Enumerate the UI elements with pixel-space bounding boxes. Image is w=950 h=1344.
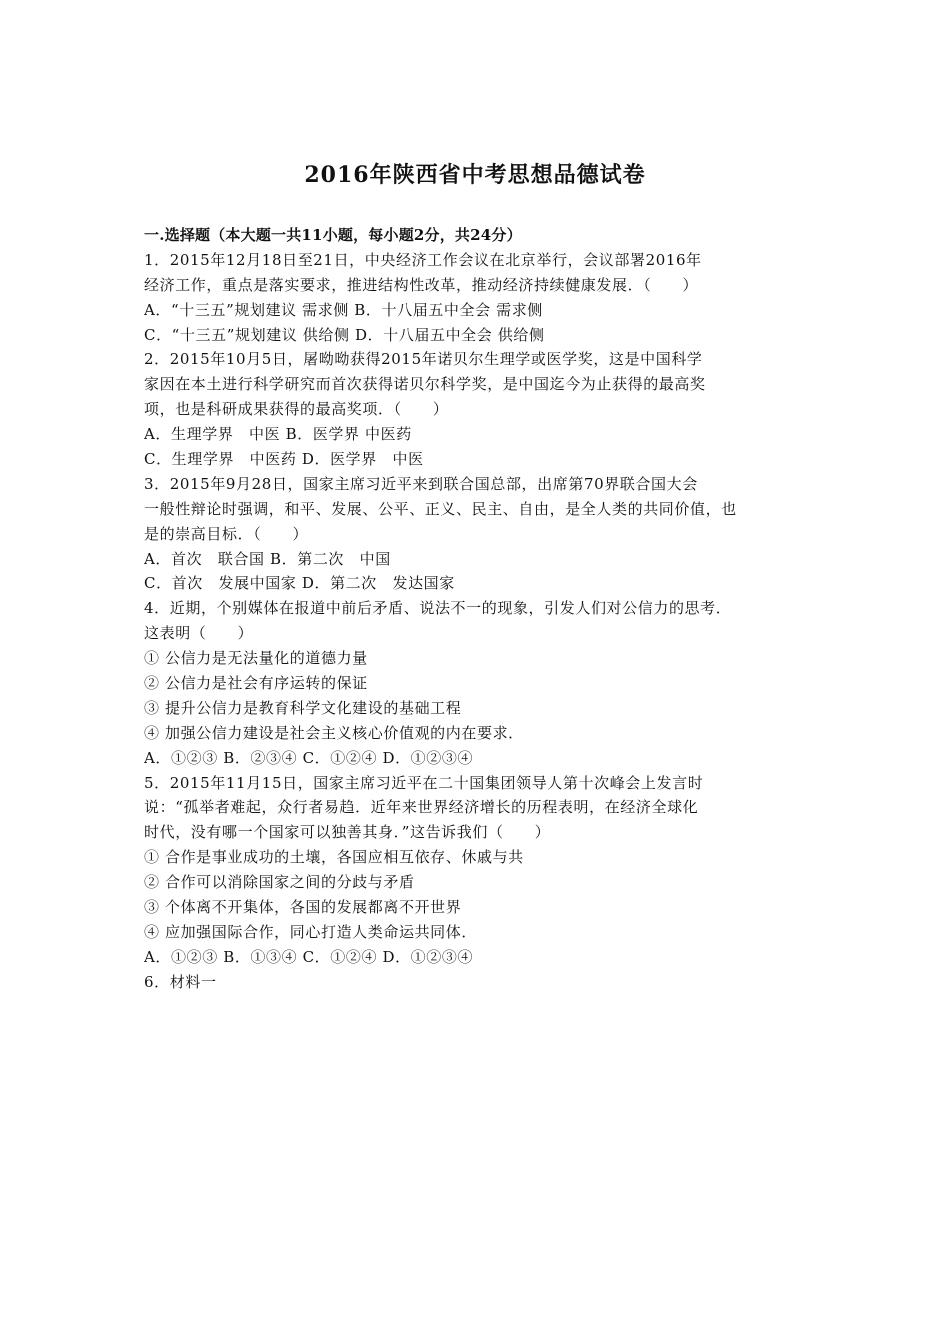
page-title: 2016年陕西省中考思想品德试卷 <box>304 162 646 188</box>
question-4-options: A．①②③ B．②③④ C．①②④ D．①②③④ <box>144 748 474 767</box>
question-4-text: 4．近期，个别媒体在报道中前后矛盾、说法不一的现象，引发人们对公信力的思考． <box>144 599 732 618</box>
question-3-text: 一般性辩论时强调，和平、发展、公平、正义、民主、自由，是全人类的共同价值，也 <box>144 499 737 518</box>
question-5-statement: ② 合作可以消除国家之间的分歧与矛盾 <box>144 873 415 892</box>
question-4-statement: ④ 加强公信力建设是社会主义核心价值观的内在要求． <box>144 723 524 742</box>
question-4-statement: ② 公信力是社会有序运转的保证 <box>144 674 368 693</box>
question-1-text: 1．2015年12月18日至21日，中央经济工作会议在北京举行，会议部署2016年 <box>144 250 702 269</box>
question-3-options: C．首次 发展中国家 D．第二次 发达国家 <box>144 574 455 593</box>
question-1-options: C．“十三五”规划建议 供给侧 D．十八届五中全会 供给侧 <box>144 325 545 344</box>
question-2-text: 家因在本土进行科学研究而首次获得诺贝尔科学奖，是中国迄今为止获得的最高奖 <box>144 375 706 394</box>
question-5-statement: ③ 个体离不开集体，各国的发展都离不开世界 <box>144 898 462 917</box>
question-1-text: 经济工作，重点是落实要求，推进结构性改革，推动经济持续健康发展．（ ） <box>144 275 699 294</box>
question-2-options: C．生理学界 中医药 D．医学界 中医 <box>144 450 424 469</box>
question-2-text: 2．2015年10月5日，屠呦呦获得2015年诺贝尔生理学或医学奖，这是中国科学 <box>144 350 703 369</box>
question-5-options: A．①②③ B．①③④ C．①②④ D．①②③④ <box>144 947 474 966</box>
question-2-options: A．生理学界 中医 B．医学界 中医药 <box>144 425 412 444</box>
section-heading: 一.选择题（本大题一共11小题，每小题2分，共24分） <box>144 226 522 244</box>
question-4-statement: ① 公信力是无法量化的道德力量 <box>144 649 368 668</box>
question-5-text: 5．2015年11月15日，国家主席习近平在二十国集团领导人第十次峰会上发言时 <box>144 773 704 792</box>
question-3-text: 3．2015年9月28日，国家主席习近平来到联合国总部，出席第70界联合国大会 <box>144 474 698 493</box>
question-content <box>144 223 816 995</box>
question-3-text: 是的崇高目标．（ ） <box>144 524 309 543</box>
question-5-statement: ① 合作是事业成功的土壤，各国应相互依存、休戚与共 <box>144 848 524 867</box>
question-5-text: 时代，没有哪一个国家可以独善其身．”这告诉我们（ ） <box>144 823 551 842</box>
question-4-text: 这表明（ ） <box>144 624 254 643</box>
question-5-statement: ④ 应加强国际合作，同心打造人类命运共同体． <box>144 922 477 941</box>
question-2-text: 项，也是科研成果获得的最高奖项．（ ） <box>144 400 449 419</box>
question-3-options: A．首次 联合国 B．第二次 中国 <box>144 549 391 568</box>
question-4-statement: ③ 提升公信力是教育科学文化建设的基础工程 <box>144 698 462 717</box>
question-6-text: 6．材料一 <box>144 972 217 991</box>
question-1-options: A．“十三五”规划建议 需求侧 B．十八届五中全会 需求侧 <box>144 300 543 319</box>
question-5-text: 说：“孤举者难起，众行者易趋．近年来世界经济增长的历程表明，在经济全球化 <box>144 798 699 817</box>
